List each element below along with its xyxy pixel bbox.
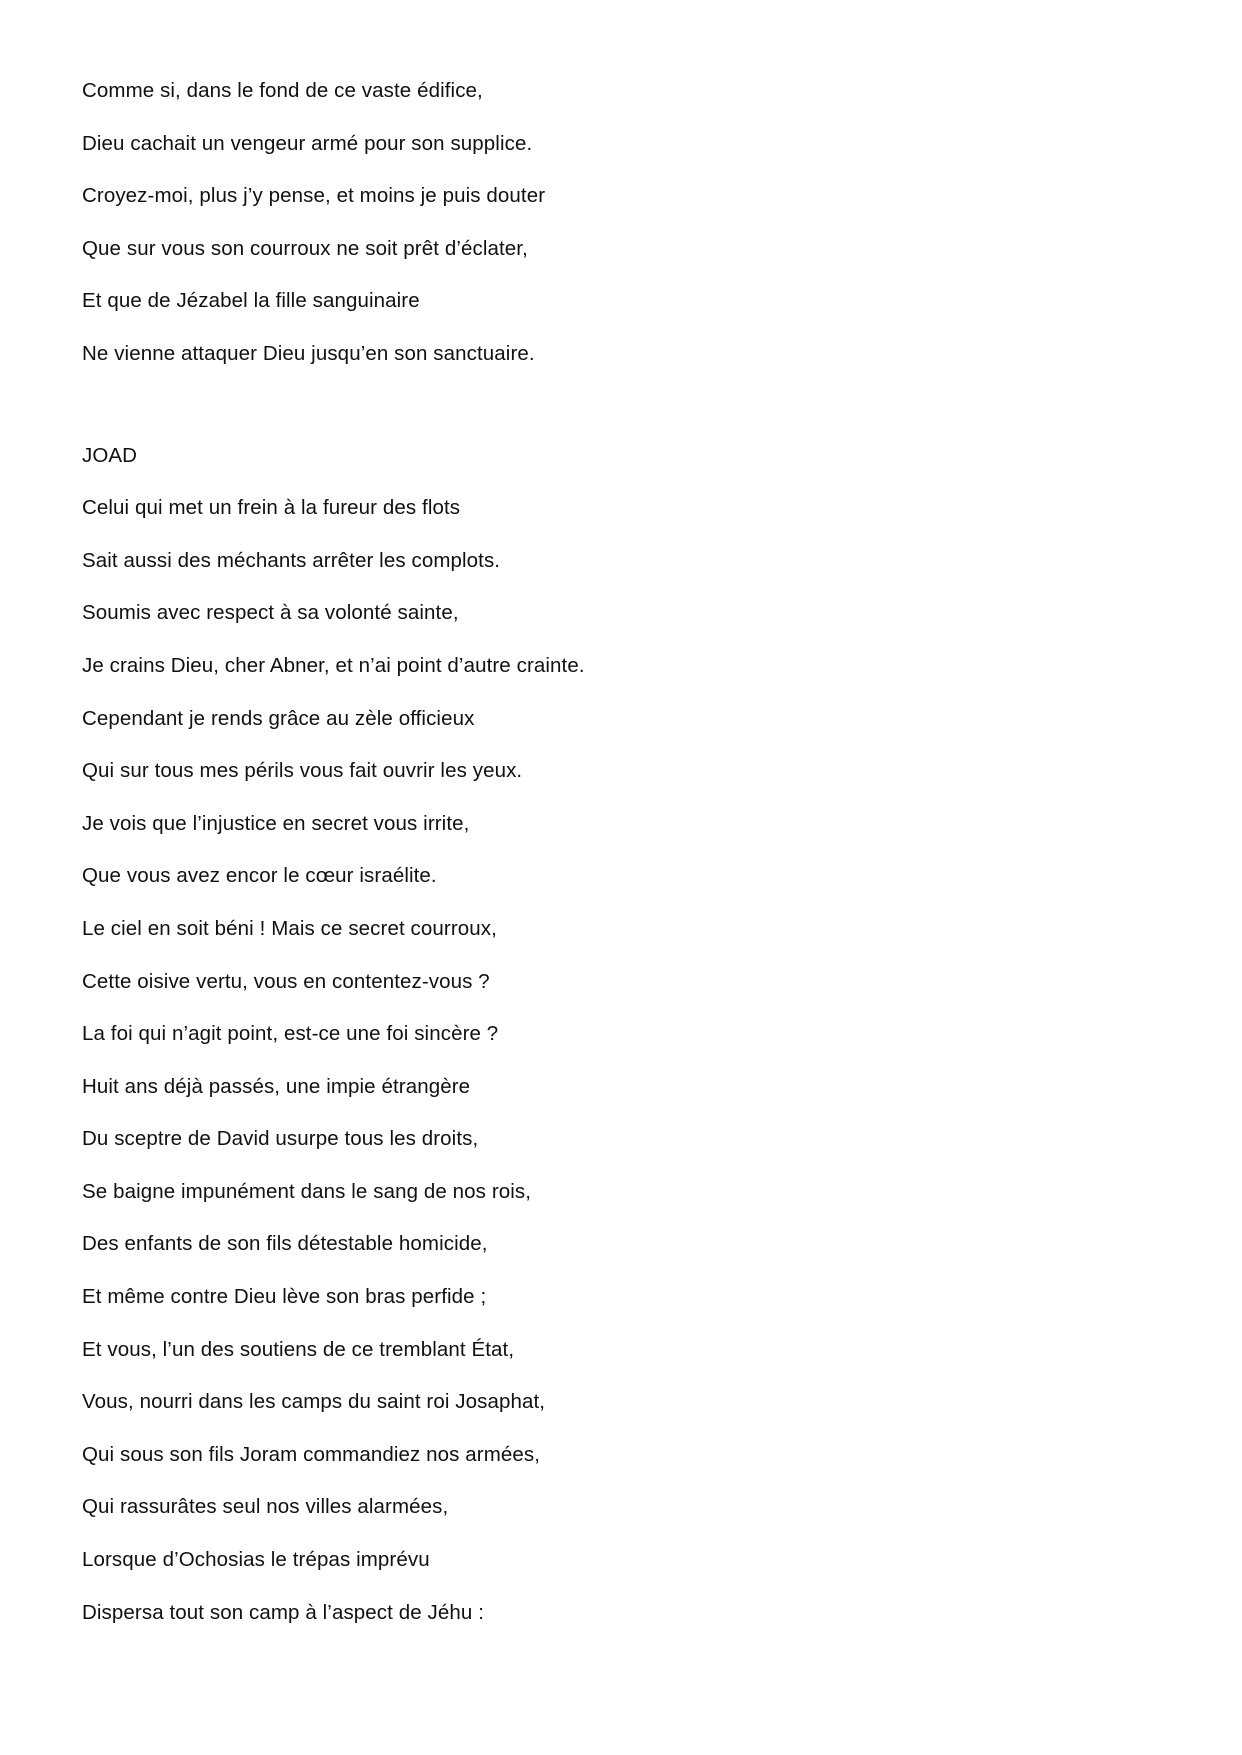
stanza-gap xyxy=(82,393,1162,442)
verse-line: Des enfants de son fils détestable homicide, xyxy=(82,1232,488,1256)
verse-line: Que sur vous son courroux ne soit prêt d’éclater, xyxy=(82,236,528,260)
verse-line: Et que de Jézabel la fille sanguinaire xyxy=(82,289,420,313)
verse-line: Vous, nourri dans les camps du saint roi Josaphat, xyxy=(82,1390,546,1414)
verse-line: Comme si, dans le fond de ce vaste édifice, xyxy=(82,79,483,102)
verse-line: Croyez-moi, plus j’y pense, et moins je puis douter xyxy=(82,184,546,208)
verse-line: Le ciel en soit béni ! Mais ce secret courroux, xyxy=(82,916,497,940)
poem-text xyxy=(82,77,1162,1651)
verse-line: Qui sous son fils Joram commandiez nos armées, xyxy=(82,1442,541,1466)
verse-line: Celui qui met un frein à la fureur des flots xyxy=(82,496,461,520)
verse-line: Du sceptre de David usurpe tous les droits, xyxy=(82,1127,479,1151)
verse-line: Qui sur tous mes périls vous fait ouvrir les yeux. xyxy=(82,759,523,783)
verse-line: Je crains Dieu, cher Abner, et n’ai point d’autre crainte. xyxy=(82,653,585,677)
verse-line: Et vous, l’un des soutiens de ce tremblant État, xyxy=(82,1337,515,1361)
verse-line: Ne vienne attaquer Dieu jusqu’en son sanctuaire. xyxy=(82,341,535,365)
verse-line: Huit ans déjà passés, une impie étrangère xyxy=(82,1074,471,1098)
verse-line: Se baigne impunément dans le sang de nos rois, xyxy=(82,1179,532,1203)
verse-line: Soumis avec respect à sa volonté sainte, xyxy=(82,601,459,625)
verse-line: Je vois que l’injustice en secret vous irrite, xyxy=(82,811,470,835)
verse-line: Dieu cachait un vengeur armé pour son supplice. xyxy=(82,131,533,155)
verse-line: Qui rassurâtes seul nos villes alarmées, xyxy=(82,1495,449,1519)
verse-line: Et même contre Dieu lève son bras perfide ; xyxy=(82,1285,487,1309)
verse-line: Cependant je rends grâce au zèle officieux xyxy=(82,706,475,730)
speaker-name: JOAD xyxy=(82,443,138,467)
verse-line: Que vous avez encor le cœur israélite. xyxy=(82,864,437,888)
verse-line: La foi qui n’agit point, est-ce une foi sincère ? xyxy=(82,1022,499,1046)
verse-line: Sait aussi des méchants arrêter les complots. xyxy=(82,548,501,572)
verse-line: Cette oisive vertu, vous en contentez-vous ? xyxy=(82,969,490,993)
verse-line: Lorsque d’Ochosias le trépas imprévu xyxy=(82,1548,430,1572)
verse-line: Dispersa tout son camp à l’aspect de Jéhu : xyxy=(82,1600,484,1624)
